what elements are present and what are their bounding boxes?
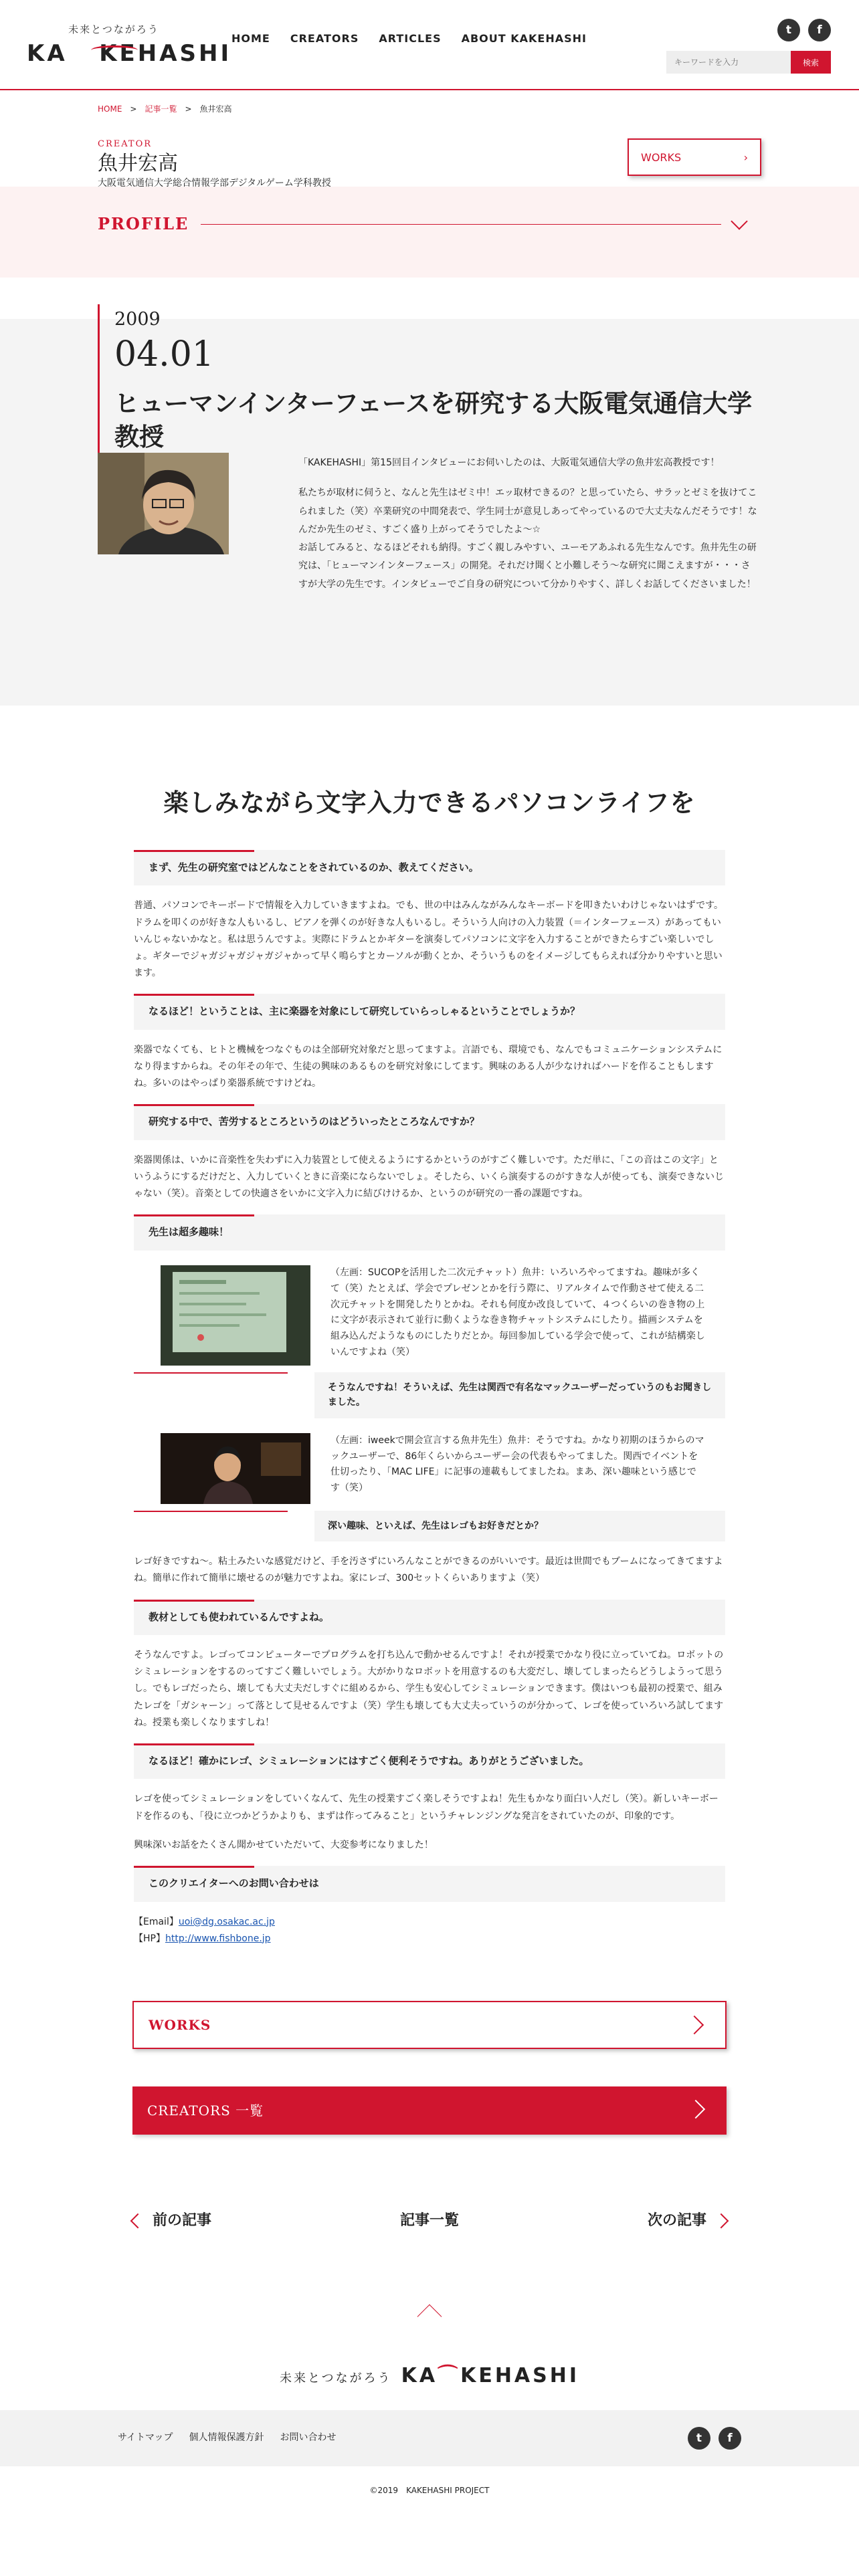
site-header	[0, 0, 859, 90]
logo-word-a: KA	[27, 39, 68, 67]
footer-link-contact[interactable]: お問い合わせ	[280, 2432, 337, 2444]
nav-creators[interactable]: CREATORS	[290, 32, 359, 45]
portrait-image	[98, 453, 229, 554]
footer-bar	[0, 2410, 859, 2466]
logo-tagline: 未来とつながろう	[68, 23, 159, 35]
question: まず、先生の研究室ではどんなことをされているのか、教えてください。	[134, 850, 725, 886]
article-date: 04.01	[114, 334, 214, 374]
next-label: 次の記事	[647, 2212, 706, 2229]
back-to-top-icon[interactable]	[417, 2304, 442, 2329]
sub-question: そうなんですね！そういえば、先生は関西で有名なマックユーザーだっていうのもお聞きしました。	[314, 1372, 725, 1418]
works-link-label: WORKS	[149, 2016, 211, 2033]
figure-block	[161, 1433, 725, 1504]
article-title-block	[98, 304, 753, 454]
figure-block	[161, 1265, 725, 1366]
logo-wordmark	[27, 39, 232, 68]
qa-block	[134, 1600, 725, 1731]
email-link[interactable]: uoi@dg.osakac.ac.jp	[178, 1916, 275, 1927]
search-form	[666, 51, 831, 74]
facebook-icon[interactable]: f	[808, 19, 831, 41]
breadcrumb-sep: >	[185, 104, 192, 114]
creator-info	[98, 137, 331, 192]
question: 先生は超多趣味！	[134, 1214, 725, 1251]
works-button[interactable]	[628, 138, 761, 176]
creator-section	[0, 130, 859, 278]
lead-paragraph: 「KAKEHASHI」第15回目インタビューにお伺いしたのは、大阪電気通信大学の魚井宏高教授です！	[298, 457, 720, 468]
search-input[interactable]	[666, 51, 791, 74]
breadcrumb-current: 魚井宏高	[199, 104, 232, 114]
section-heading: 楽しみながら文字入力できるパソコンライフを	[163, 788, 696, 817]
email-label: 【Email】	[134, 1916, 179, 1927]
projection-photo	[161, 1265, 310, 1366]
breadcrumb	[0, 90, 859, 130]
profile-label: PROFILE	[98, 214, 189, 233]
question: 研究する中で、苦労するところというのはどういったところなんですか？	[134, 1104, 725, 1140]
lead-paragraph: 私たちが取材に伺うと、なんと先生はゼミ中！エッ取材できるの？と思っていたら、サラッとゼミを抜けてこられました（笑）卒業研究の中間発表で、学生同士が意見しあってやっているので大丈夫なんだそうです！なんだか先生のゼミ、すごく盛り上がってそうでしたよ〜☆ お話してみると、なるほどそれも納得。すごく親しみやすい、ユーモアあふれる先生なんです。魚井先生の研究は、「ヒューマンインターフェース」の開発。それだけ聞くと小難しそう〜な研究に聞こえますが・・・さすが大学の先生です。インタビューでご自身の研究について分かりやすく、詳しくお話してくださいました！	[298, 488, 757, 590]
works-link-button[interactable]	[132, 2001, 727, 2049]
contact-block	[134, 1866, 725, 1947]
breadcrumb-list[interactable]: 記事一覧	[145, 104, 177, 114]
qa-block	[134, 1104, 725, 1202]
footer-link-sitemap[interactable]: サイトマップ	[118, 2432, 173, 2444]
answer: 楽器でなくても、ヒトと機械をつなぐものは全部研究対象だと思ってますよ。言語でも、環境でも、なんでもコミュニケーションシステムになり得ますからね。その年その年で、生徒の興味のあるものを研究対象にしてます。興味のある人が少なければハードを作ることもしますね。多いのはやっぱり楽器系統ですけどね。	[134, 1044, 723, 1089]
figure-caption: （左画：iweekで開会宣言する魚井先生）魚井：そうですね。かなり初期のほうからのマックユーザーで、86年くらいからユーザー会の代表もやってました。関西でイベントを仕切ったり、「MAC LIFE」に記事の連載もしてましたね。まあ、深い趣味という感じです（笑）	[330, 1434, 704, 1494]
breadcrumb-sep: >	[130, 104, 137, 114]
logo-arc-icon	[91, 45, 138, 55]
footer-links	[118, 2430, 336, 2446]
closing-text: 興味深いお話をたくさん聞かせていただいて、大変参考になりました！	[134, 1839, 434, 1850]
hp-link[interactable]: http://www.fishbone.jp	[165, 1933, 271, 1944]
logo-arc-icon: ⌒	[438, 2364, 461, 2388]
hp-label: 【HP】	[134, 1933, 165, 1944]
works-button-label: WORKS	[641, 151, 682, 164]
figure-caption: （左画：SUCOPを活用した二次元チャット）魚井：いろいろやってますね。趣味が多くて（笑）たとえば、学会でプレゼンとかを行う際に、リアルタイムで作動させて使える二次元チャットを開発したりとかね。それも何度か改良していて、４つくらいの巻き物の上に文字が表示されて並行に動くような巻き物チャットシステムにしたり。描画システムを組み込んだようなものにしたりだとか。毎回参加している学会で使って、これが結構楽しいんですよね（笑）	[330, 1267, 705, 1358]
qa-block	[134, 1743, 725, 1854]
article-pager	[132, 2208, 727, 2233]
qa-block	[134, 1214, 725, 1587]
qa-block	[134, 850, 725, 982]
speaker-photo	[161, 1433, 310, 1504]
chevron-left-icon	[130, 2213, 146, 2228]
prev-label: 前の記事	[153, 2212, 212, 2229]
chevron-right-icon	[714, 2213, 729, 2228]
contact-info	[134, 1902, 725, 1947]
answer: レゴ好きですね〜。粘土みたいな感覚だけど、手を汚さずにいろんなことができるのがいいです。最近は世間でもブームになってきてますよね。簡単に作れて簡単に壊せるのが魅力ですよね。家にレゴ、300セットくらいありますよ（笑）	[134, 1556, 723, 1584]
main-nav	[231, 29, 587, 47]
search-button[interactable]: 検索	[791, 51, 831, 74]
prev-article-link[interactable]	[132, 2208, 211, 2233]
nav-articles[interactable]: ARTICLES	[379, 32, 442, 45]
profile-divider	[201, 224, 721, 225]
chat-screen-image	[161, 1265, 310, 1366]
breadcrumb-home[interactable]: HOME	[98, 104, 122, 114]
footer-social	[688, 2427, 741, 2450]
profile-toggle[interactable]	[98, 211, 745, 238]
question: このクリエイターへのお問い合わせは	[134, 1866, 725, 1902]
copyright: ©2019 KAKEHASHI PROJECT	[369, 2486, 490, 2496]
creators-list-button[interactable]	[132, 2086, 727, 2135]
header-social	[777, 19, 831, 41]
question: 教材としても使われているんですよね。	[134, 1600, 725, 1636]
question: なるほど！確かにレゴ、シミュレーションにはすごく便利そうですね。ありがとうございました。	[134, 1743, 725, 1780]
answer: そうなんですよ。レゴってコンピューターでプログラムを打ち込んで動かせるんですよ！それが授業でかなり役に立っていてね。ロボットのシミュレーションをするのってすごく難しいでしょう。大がかりなロボットを用意するのも大変だし、壊してしまったらどうしようって思うし。でもレゴだったら、壊しても大丈夫だしすぐに組めるから、学生も安心してシミュレーションできます。僕はいつも最初の授業で、組みたレゴを「ガシャーン」って落として見せるんですよ（笑）学生も壊しても大丈夫っていうのが分かって、レゴを使っていろいろ試してますね。授業も楽しくなりますしね！	[134, 1650, 724, 1728]
creators-list-label: CREATORS 一覧	[147, 2102, 264, 2119]
chevron-right-icon	[685, 2016, 704, 2034]
creator-affiliation: 大阪電気通信大学総合情報学部デジタルゲーム学科教授	[98, 178, 331, 189]
twitter-icon[interactable]: t	[688, 2427, 710, 2450]
article-year: 2009	[114, 309, 161, 330]
chevron-right-icon: ›	[743, 151, 748, 164]
article-lead	[298, 454, 759, 606]
logo-word-b: KEHASHI	[99, 39, 232, 67]
creator-photo	[98, 453, 229, 554]
article-body	[134, 706, 725, 1947]
footer-word-a: KA	[401, 2364, 438, 2388]
creator-label: CREATOR	[98, 139, 153, 149]
answer: 楽器関係は、いかに音楽性を失わずに入力装置として使えるようにするかというのがすごく難しいです。ただ単に、「この音はこの文字」というふうにするだけだと、入力していくときに音楽にならないでしょ。そしたら、いくら演奏するのがすきな人が使っても、演奏できないじゃない（笑）。音楽としての快適さをいかに文字入力に結びけけるか、というのが研究の一番の課題ですね。	[134, 1154, 724, 1200]
nav-home[interactable]: HOME	[231, 32, 270, 45]
article-list-link[interactable]: 記事一覧	[399, 2212, 459, 2229]
footer-link-privacy[interactable]: 個人情報保護方針	[189, 2432, 264, 2444]
article-header	[0, 278, 859, 706]
article-title: ヒューマンインターフェースを研究する大阪電気通信大学教授	[114, 389, 753, 451]
chevron-down-icon	[731, 213, 747, 230]
footer-word-b: KEHASHI	[460, 2364, 580, 2388]
nav-about[interactable]: ABOUT KAKEHASHI	[461, 32, 587, 45]
twitter-icon[interactable]: t	[777, 19, 800, 41]
speaker-image	[161, 1433, 310, 1504]
answer: 普通、パソコンでキーボードで情報を入力していきますよね。でも、世の中はみんながみんなキーボードを叩きたいわけじゃないはずです。ドラムを叩くのが好きな人もいるし、ピアノを弾くのが好きな人もいるし。そういう人向けの入力装置（＝インターフェース）があってもいいんじゃないかなと。私は思うんですよ。実際にドラムとかギターを演奏してパソコンに文字を入力することができたらすごい楽しいでしょ。ギターでジャガジャガジャガジャかって早く鳴らすとカーソルが動くとか、そういうものをイメージしてもらえれば分かりやすいと思います。	[134, 900, 724, 979]
question: なるほど！ということは、主に楽器を対象にして研究していらっしゃるということでしょうか？	[134, 994, 725, 1030]
chevron-right-icon	[686, 2100, 705, 2119]
sub-question: 深い趣味、といえば、先生はレゴもお好きだとか？	[314, 1511, 725, 1541]
site-logo[interactable]	[27, 21, 232, 68]
answer: レゴを使ってシミュレーションをしていくなんて、先生の授業すごく楽しそうですよね！先生もかなり面白い人だし（笑）。新しいキーボードを作るのも、「役に立つかどうかよりも、まずは作ってみること」というチャレンジングな発言をされていたのが、印象的です。	[134, 1794, 719, 1822]
next-article-link[interactable]	[648, 2208, 727, 2233]
footer-logo[interactable]	[0, 2359, 859, 2393]
footer-tagline: 未来とつながろう	[279, 2371, 392, 2386]
facebook-icon[interactable]: f	[719, 2427, 741, 2450]
qa-block	[134, 994, 725, 1092]
creator-name: 魚井宏高	[98, 152, 178, 176]
